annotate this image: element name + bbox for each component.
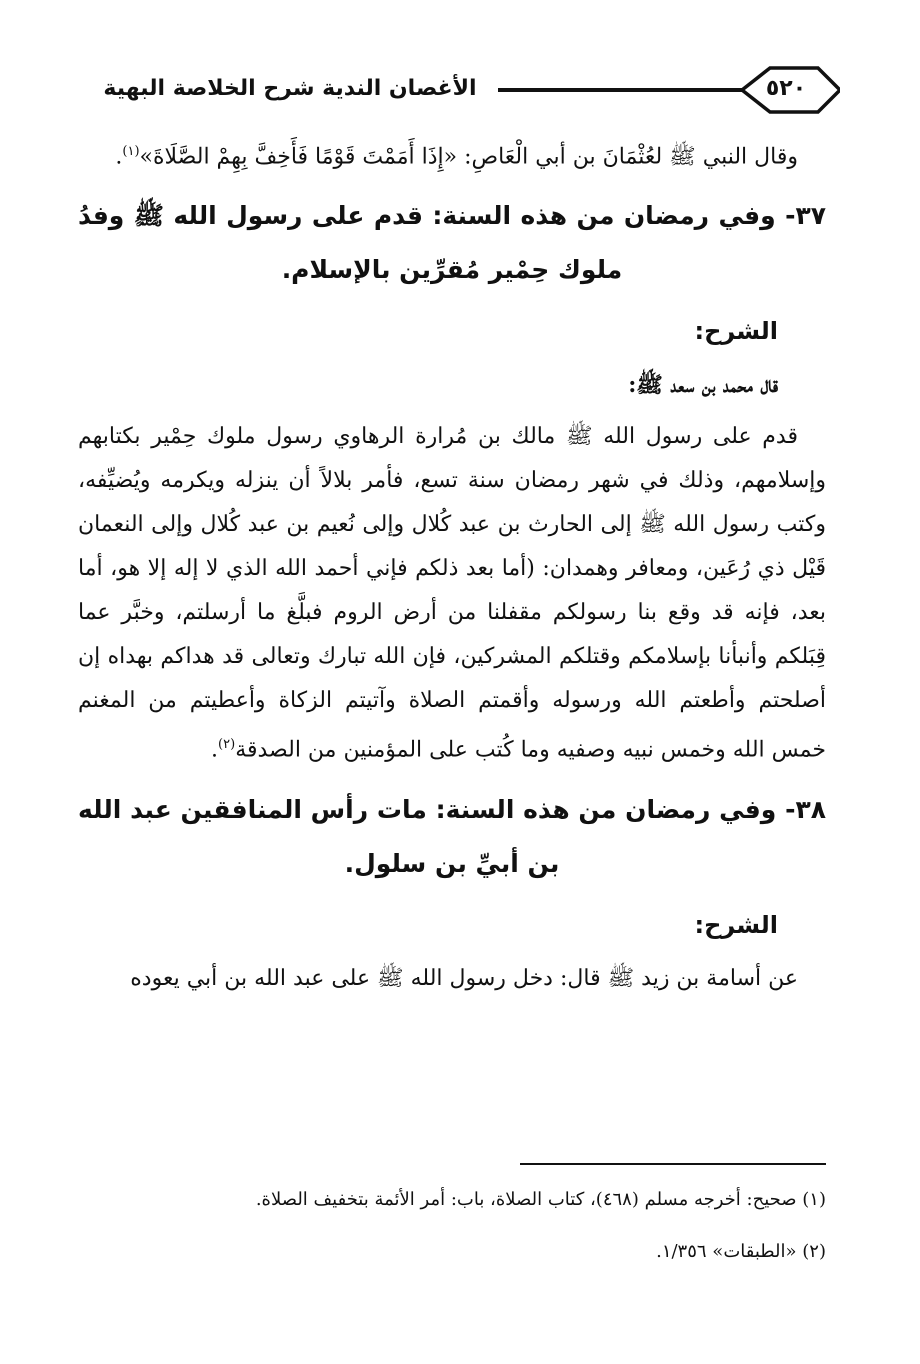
paragraph-text: قدم على رسول الله ﷺ مالك بن مُرارة الرهاوي رسول ملوك حِمْير بكتابهم وإسلامهم، وذلك في شهر رمضان سنة تسع، فأمر بلالاً أن ينزله ويكرمه ويُضيِّفه، وكتب رسول الله ﷺ إلى الحارث بن عبد كُلال وإلى نُعيم بن عبد كُلال وإلى النعمان قَيْل ذي رُعَين، ومعافر وهمدان: (أما بعد ذلكم فإني أحمد الله الذي لا إله إلا هو، أما بعد، فإنه قد وقع بنا رسولكم مقفلنا من أرض الروم فبلَّغ ما أرسلتم، وخبَّر عما قِبَلكم وأنبأنا بإسلامكم وقتلكم المشركين، فإن الله تبارك وتعالى قد هداكم بهداه إن أصلحتم وأطعتم الله ورسوله وأقمتم الصلاة وآتيتم الزكاة وأعطيتم من المغنم خمس الله وخمس نبيه وصفيه وما كُتب على المؤمنين من الصدقة [78,424,826,763]
running-title: الأغصان الندية شرح الخلاصة البهية [103,76,477,101]
paragraph-hadith-uthman: وقال النبي ﷺ لعُثْمَانَ بن أبي الْعَاصِ: «إِذَا أَمَمْتَ قَوْمًا فَأَخِفَّ بِهِمْ الصَّلَاةَ»$^{(١)}$. [115,144,798,170]
footnote-divider [520,1163,826,1165]
main-text [78,130,826,1011]
paragraph-usama: عن أسامة بن زيد ﷺ قال: دخل رسول الله ﷺ على عبد الله بن أبي يعوده [130,965,798,991]
footnote-marker-2: (٢) [218,737,236,753]
footnote-1: (١) صحيح: أخرجه مسلم (٤٦٨)، كتاب الصلاة، باب: أمر الأئمة بتخفيف الصلاة. [255,1189,826,1210]
footnote-marker-1: (١) [122,144,140,159]
footnote-2: (٢) «الطبقات» ١/٣٥٦. [656,1241,826,1262]
paragraph-text: وقال النبي ﷺ لعُثْمَانَ بن أبي الْعَاصِ: «إِذَا أَمَمْتَ قَوْمًا فَأَخِفَّ بِهِمْ الصَّلَاةَ» [139,144,798,170]
event-heading-37: ٣٧- وفي رمضان من هذه السنة: قدم على رسول الله ﷺ وفدُ ملوك حِمْير مُقرِّين بالإسلام. [78,201,826,285]
sharh-label-1: الشرح: [694,317,778,346]
footnotes [110,1185,826,1289]
event-heading-38: ٣٨- وفي رمضان من هذه السنة: مات رأس المنافقين عبد الله بن أبيِّ بن سلول. [78,794,826,878]
speaker-line: قال محمد بن سعد ﷺ: [628,372,778,399]
sharh-label-2: الشرح: [694,910,778,939]
page-number: ٥٢٠ [765,76,807,101]
paragraph-himyar-delegation: قدم على رسول الله ﷺ مالك بن مُرارة الرهاوي رسول ملوك حِمْير بكتابهم وإسلامهم، وذلك في شهر رمضان سنة تسع، فأمر بلالاً أن ينزله ويكرمه ويُضيِّفه، وكتب رسول الله ﷺ إلى الحارث بن عبد كُلال وإلى نُعيم بن عبد كُلال وإلى النعمان قَيْل ذي رُعَين، ومعافر وهمدان: (أما بعد ذلكم فإني أحمد الله الذي لا إله إلا هو، أما بعد، فإنه قد وقع بنا رسولكم مقفلنا من أرض الروم فبلَّغ ما أرسلتم، وخبَّر عما قِبَلكم وأنبأنا بإسلامكم وقتلكم المشركين، فإن الله تبارك وتعالى قد هداكم بهداه إن أصلحتم وأطعتم الله ورسوله وأقمتم الصلاة وآتيتم الزكاة وأعطيتم من المغنم خمس الله وخمس نبيه وصفيه وما كُتب على المؤمنين من الصدقة$^{(٢)}$. [78,424,826,763]
